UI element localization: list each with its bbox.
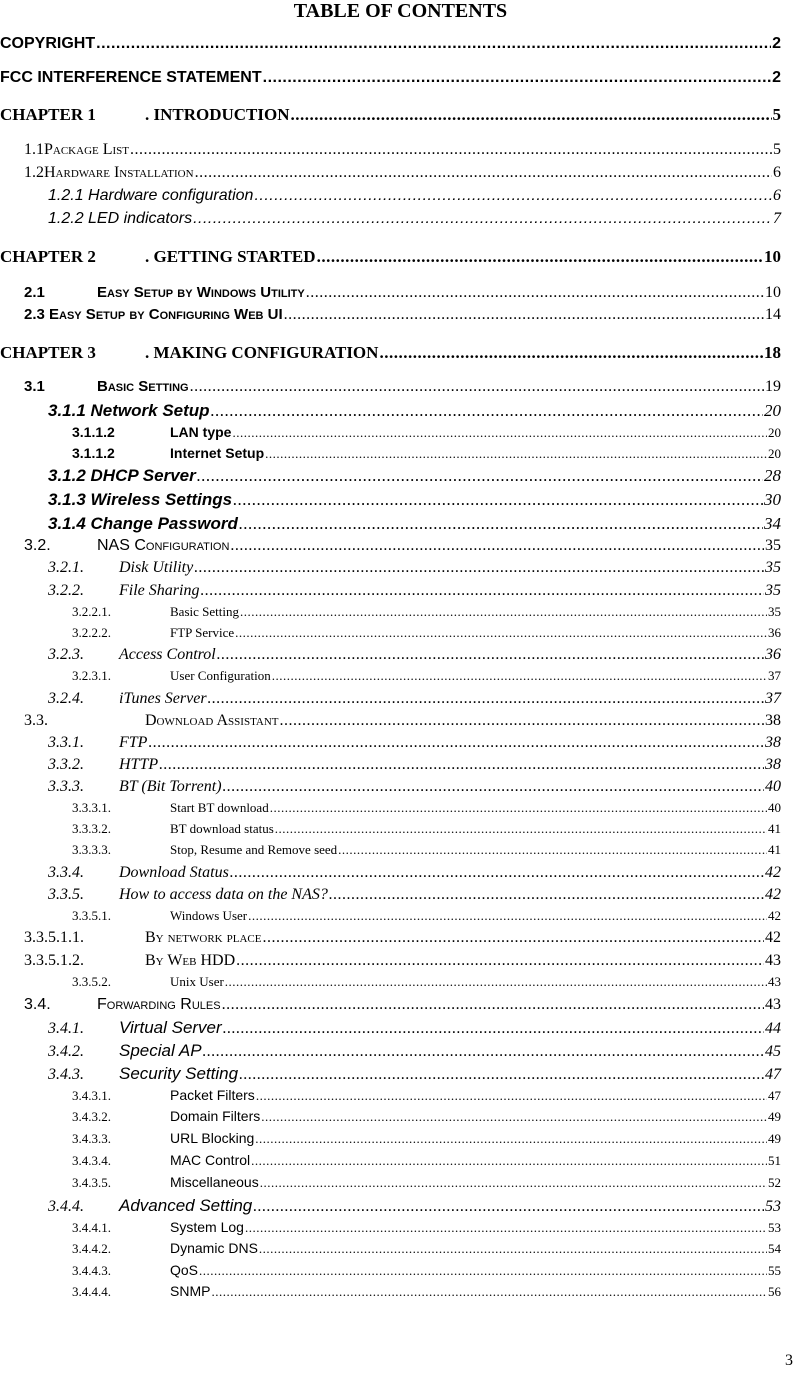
toc-entry-label: 1.2.2 LED indicators (48, 210, 193, 227)
toc-entry[interactable] (0, 864, 781, 882)
toc-entry-page: 49 (768, 1131, 781, 1146)
dot-leader (203, 1043, 764, 1061)
toc-entry[interactable] (0, 1041, 781, 1061)
dot-leader (280, 712, 764, 730)
toc-entry[interactable] (0, 734, 781, 752)
dot-leader (211, 1284, 767, 1300)
toc-entry-page: 40 (765, 778, 781, 795)
toc-entry-number: 2.1 (24, 284, 45, 301)
dot-leader (248, 908, 767, 924)
toc-entry-number: 3.4.2. (48, 1043, 84, 1060)
toc-entry[interactable] (0, 210, 781, 228)
toc-entry-page: 56 (768, 1284, 781, 1299)
toc-entry-label: Special AP (119, 1041, 202, 1060)
toc-entry[interactable] (0, 1219, 781, 1236)
toc-entry-page: 42 (768, 908, 781, 923)
dot-leader (239, 514, 763, 534)
toc-entry-number: 3.4.4.4. (72, 1284, 111, 1299)
toc-entry-page: 14 (765, 306, 781, 323)
toc-entry-page: 51 (768, 1153, 781, 1168)
toc-entry[interactable] (0, 668, 781, 684)
dot-leader (193, 210, 772, 228)
page-number: 3 (785, 1352, 793, 1369)
toc-entry-page: 2 (772, 35, 781, 52)
dot-leader (291, 105, 772, 125)
toc-entry-label: Windows User (170, 908, 248, 923)
toc-entry-page: 36 (765, 646, 781, 663)
toc-entry-label: 1.2.1 Hardware configuration (48, 187, 254, 204)
toc-entry[interactable] (0, 187, 781, 205)
toc-entry-number: 3.3.3. (48, 778, 84, 795)
toc-entry-page: 20 (764, 401, 781, 420)
dot-leader (96, 35, 771, 53)
toc-entry-label: URL Blocking (170, 1130, 255, 1146)
toc-entry-label: Packet Filters (170, 1087, 255, 1103)
toc-entry-label: FTP Service (170, 625, 235, 640)
dot-leader (199, 1263, 767, 1279)
toc-entry-page: 41 (768, 821, 781, 836)
dot-leader (211, 401, 763, 421)
toc-entry[interactable] (0, 1262, 781, 1279)
toc-entry-number: 3.3.3.2. (72, 821, 111, 836)
toc-entry-label: BT download status (170, 821, 274, 836)
toc-entry-label: Download Assistant (145, 712, 279, 729)
toc-entry-label: System Log (170, 1219, 244, 1235)
toc-entry-label: Virtual Server (119, 1018, 222, 1037)
toc-entry-number: CHAPTER 2 (0, 247, 96, 266)
toc-entry[interactable] (0, 1283, 781, 1300)
toc-entry-page: 10 (764, 247, 781, 266)
toc-entry[interactable] (0, 466, 781, 486)
toc-entry-page: 43 (765, 996, 781, 1013)
toc-entry[interactable] (0, 886, 781, 904)
toc-entry[interactable] (0, 559, 781, 577)
toc-entry-page: 53 (768, 1220, 781, 1235)
dot-leader (239, 1066, 764, 1084)
dot-leader (270, 800, 767, 816)
toc-entry-number: 3.4.4. (48, 1198, 84, 1215)
dot-leader (200, 582, 764, 600)
toc-entry-page: 40 (768, 800, 781, 815)
toc-entry-page: 45 (765, 1043, 781, 1060)
toc-entry-number: 3.1.1.2 (72, 445, 115, 461)
dot-leader (230, 537, 764, 555)
toc-entry-label: Basic Setting (170, 604, 239, 619)
toc-entry-label: 3.1.2 DHCP Server (48, 466, 196, 485)
dot-leader (263, 69, 771, 87)
dot-leader (329, 886, 764, 904)
toc-entry-label: Start BT download (170, 800, 269, 815)
dot-leader (148, 734, 764, 752)
dot-leader (260, 1175, 767, 1191)
toc-entry-number: 3.3.5.1.1. (24, 929, 84, 946)
dot-leader (223, 778, 764, 796)
toc-entry-page: 30 (764, 490, 781, 509)
toc-entry-label: Domain Filters (170, 1108, 261, 1124)
toc-entry-page: 42 (765, 864, 781, 881)
toc-entry[interactable] (0, 1240, 781, 1257)
dot-leader (275, 821, 767, 837)
dot-leader (284, 306, 764, 324)
toc-entry[interactable] (0, 105, 781, 125)
toc-entry[interactable] (0, 1108, 781, 1125)
toc-entry[interactable] (0, 164, 781, 182)
dot-leader (251, 1153, 767, 1169)
toc-entry-label: iTunes Server (119, 690, 207, 707)
toc-entry-page: 35 (765, 559, 781, 576)
dot-leader (379, 343, 763, 363)
toc-entry-number: 3.2. (24, 537, 51, 554)
dot-leader (253, 1198, 764, 1216)
toc-entry-page: 5 (772, 105, 781, 124)
toc-entry-label: . GETTING STARTED (145, 247, 316, 266)
toc-entry-number: 3.3.5. (48, 886, 84, 903)
toc-entry-number: 3.4.3.2. (72, 1109, 111, 1124)
toc-entry[interactable] (0, 756, 781, 774)
toc-entry-number: 3.3.2. (48, 756, 84, 773)
dot-leader (223, 1020, 764, 1038)
toc-entry-label: . MAKING CONFIGURATION (145, 343, 379, 362)
dot-leader (225, 974, 767, 990)
dot-leader (232, 425, 767, 441)
dot-leader (256, 1088, 767, 1104)
dot-leader (208, 690, 764, 708)
toc-entry-label: User Configuration (170, 668, 271, 683)
dot-leader (272, 668, 767, 684)
toc-title: TABLE OF CONTENTS (293, 0, 508, 22)
toc-entry-label: Unix User (170, 974, 224, 989)
toc-entry-label: 3.1.1 Network Setup (48, 401, 210, 420)
dot-leader (194, 559, 764, 577)
toc-entry-page: 36 (768, 625, 781, 640)
toc-entry[interactable] (0, 582, 781, 600)
toc-entry-label: LAN type (170, 424, 232, 440)
dot-leader (317, 247, 763, 267)
toc-entry-label: 3.1.4 Change Password (48, 514, 238, 533)
dot-leader (265, 446, 767, 462)
dot-leader (236, 952, 764, 970)
toc-entry-number: 3.3.1. (48, 734, 84, 751)
toc-entry-number: 3.4.4.3. (72, 1263, 111, 1278)
toc-entry[interactable] (0, 141, 781, 159)
toc-entry-label: By Web HDD (145, 952, 236, 969)
toc-entry[interactable] (0, 1152, 781, 1169)
toc-entry-page: 42 (765, 886, 781, 903)
dot-leader (262, 929, 764, 947)
toc-entry[interactable] (0, 690, 781, 708)
toc-entry-label: BT (Bit Torrent) (119, 778, 222, 795)
toc-entry-page: 37 (765, 690, 781, 707)
toc-entry-label: FTP (119, 734, 148, 751)
toc-entry-page: 44 (765, 1020, 781, 1037)
toc-entry-page: 20 (768, 425, 781, 440)
toc-entry-page: 55 (768, 1263, 781, 1278)
toc-entry-label: MAC Control (170, 1152, 251, 1168)
dot-leader (259, 1241, 767, 1257)
dot-leader (230, 864, 764, 882)
toc-entry-label: Access Control (119, 646, 216, 663)
toc-entry[interactable] (0, 490, 781, 510)
toc-entry-label: COPYRIGHT (0, 35, 96, 52)
toc-entry-number: 3.2.3. (48, 646, 84, 663)
toc-entry-number: 3.3. (24, 712, 48, 729)
dot-leader (306, 284, 764, 302)
toc-entry-number: 3.2.2. (48, 582, 84, 599)
toc-entry-page: 18 (764, 343, 781, 362)
toc-entry[interactable] (0, 537, 781, 555)
toc-entry-page: 2 (772, 69, 781, 86)
dot-leader (255, 1131, 767, 1147)
toc-entry-number: 3.3.4. (48, 864, 84, 881)
toc-entry-number: 3.4. (24, 996, 51, 1013)
toc-entry[interactable] (0, 445, 781, 462)
toc-entry-page: 19 (765, 378, 781, 395)
toc-entry-number: 3.1.1.2 (72, 424, 115, 440)
toc-entry-label: Package List (44, 141, 130, 158)
toc-entry-label: Miscellaneous (170, 1174, 259, 1190)
toc-entry[interactable] (0, 284, 781, 302)
toc-entry-label: Stop, Resume and Remove seed (170, 842, 338, 857)
toc-entry[interactable] (0, 778, 781, 796)
toc-entry[interactable] (0, 69, 781, 87)
toc-entry[interactable] (0, 1174, 781, 1191)
dot-leader (235, 625, 767, 641)
toc-entry[interactable] (0, 800, 781, 816)
toc-entry-label: Forwarding Rules (97, 996, 221, 1013)
toc-entry[interactable] (0, 1087, 781, 1104)
toc-entry[interactable] (0, 974, 781, 990)
dot-leader (130, 141, 772, 159)
toc-entry-label: File Sharing (119, 582, 200, 599)
toc-entry-label: By network place (145, 929, 262, 946)
toc-entry[interactable] (0, 514, 781, 534)
toc-entry-number: 3.2.3.1. (72, 668, 111, 683)
toc-entry-label: 2.3 Easy Setup by Configuring Web UI (24, 306, 283, 323)
toc-entry-number: 3.4.4.1. (72, 1220, 111, 1235)
toc-entry[interactable] (0, 952, 781, 970)
toc-entry[interactable] (0, 625, 781, 641)
toc-entry-label: Download Status (119, 864, 229, 881)
toc-entry-page: 41 (768, 842, 781, 857)
dot-leader (195, 164, 772, 182)
toc-entry[interactable] (0, 1018, 781, 1038)
toc-entry-page: 35 (765, 537, 781, 554)
toc-entry-page: 35 (765, 582, 781, 599)
toc-entry-label: Internet Setup (170, 445, 265, 461)
dot-leader (197, 466, 763, 486)
toc-entry-page: 20 (768, 446, 781, 461)
toc-entry-number: 3.3.5.1.2. (24, 952, 84, 969)
toc-entry-page: 7 (773, 210, 781, 227)
toc-entry-label: Advanced Setting (119, 1196, 253, 1215)
toc-entry[interactable] (0, 424, 781, 441)
toc-entry-page: 43 (768, 974, 781, 989)
toc-entry[interactable] (0, 247, 781, 267)
toc-entry-page: 53 (765, 1198, 781, 1215)
toc-entry-page: 34 (764, 514, 781, 533)
dot-leader (222, 996, 764, 1014)
toc-entry-page: 6 (773, 164, 781, 181)
toc-entry[interactable] (0, 908, 781, 924)
toc-entry-page: 38 (765, 712, 781, 729)
toc-entry-label: How to access data on the NAS? (119, 886, 328, 903)
toc-entry-label: Security Setting (119, 1064, 239, 1083)
toc-entry-number: 1.2 (24, 164, 44, 181)
toc-entry-number: 3.3.3.3. (72, 842, 111, 857)
toc-entry-page: 42 (765, 929, 781, 946)
toc-entry-label: NAS Configuration (97, 537, 230, 554)
toc-entry-label: . INTRODUCTION (145, 105, 290, 124)
toc-entry-number: 3.2.2.2. (72, 625, 111, 640)
toc-entry-page: 37 (768, 668, 781, 683)
toc-entry-page: 43 (765, 952, 781, 969)
toc-entry-label: QoS (170, 1262, 199, 1278)
toc-entry-label: HTTP (119, 756, 159, 773)
toc-entry[interactable] (0, 929, 781, 947)
toc-entry[interactable] (0, 1064, 781, 1084)
toc-entry[interactable] (0, 1196, 781, 1216)
toc-entry-number: 1.1 (24, 141, 44, 158)
toc-entry[interactable] (0, 712, 781, 730)
toc-entry-number: 3.4.3.3. (72, 1131, 111, 1146)
toc-entry-label: 3.1.3 Wireless Settings (48, 490, 233, 509)
toc-entry[interactable] (0, 401, 781, 421)
toc-entry-page: 5 (773, 141, 781, 158)
toc-entry-number: 3.1 (24, 378, 45, 395)
toc-entry[interactable] (0, 604, 781, 620)
toc-entry-page: 28 (764, 466, 781, 485)
toc-entry-number: 3.3.5.2. (72, 974, 111, 989)
toc-entry-page: 6 (773, 187, 781, 204)
toc-entry-number: 3.4.3.4. (72, 1153, 111, 1168)
toc-entry-page: 52 (768, 1175, 781, 1190)
dot-leader (217, 646, 764, 664)
dot-leader (245, 1220, 767, 1236)
toc-entry-number: 3.4.4.2. (72, 1241, 111, 1256)
dot-leader (159, 756, 764, 774)
toc-entry[interactable] (0, 306, 781, 324)
toc-entry-number: 3.2.2.1. (72, 604, 111, 619)
dot-leader (254, 187, 772, 205)
toc-entry[interactable] (0, 821, 781, 837)
toc-entry-page: 10 (765, 284, 781, 301)
toc-entry-number: 3.4.3. (48, 1066, 84, 1083)
dot-leader (233, 490, 763, 510)
toc-entry-page: 38 (765, 756, 781, 773)
toc-entry-page: 49 (768, 1109, 781, 1124)
toc-entry[interactable] (0, 343, 781, 363)
toc-entry-page: 38 (765, 734, 781, 751)
toc-entry-number: 3.2.4. (48, 690, 84, 707)
dot-leader (261, 1109, 767, 1125)
toc-entry[interactable] (0, 1130, 781, 1147)
toc-entry-page: 47 (768, 1088, 781, 1103)
toc-entry-page: 54 (768, 1241, 781, 1256)
toc-entry-number: 3.3.3.1. (72, 800, 111, 815)
toc-entry-label: Basic Setting (97, 378, 189, 395)
toc-entry-label: Easy Setup by Windows Utility (97, 284, 305, 301)
toc-entry[interactable] (0, 842, 781, 858)
toc-entry-number: CHAPTER 3 (0, 343, 96, 362)
toc-entry[interactable] (0, 35, 781, 53)
toc-entry-label: SNMP (170, 1283, 211, 1299)
toc-entry-number: 3.2.1. (48, 559, 84, 576)
toc-entry[interactable] (0, 996, 781, 1014)
toc-entry-number: 3.4.3.1. (72, 1088, 111, 1103)
toc-entry-page: 47 (765, 1066, 781, 1083)
dot-leader (190, 378, 764, 396)
dot-leader (338, 842, 767, 858)
toc-entry-number: 3.3.5.1. (72, 908, 111, 923)
toc-entry[interactable] (0, 378, 781, 396)
toc-entry-label: FCC INTERFERENCE STATEMENT (0, 69, 262, 86)
toc-entry-label: Disk Utility (119, 559, 194, 576)
toc-entry-number: 3.4.3.5. (72, 1175, 111, 1190)
toc-entry-label: Dynamic DNS (170, 1240, 258, 1256)
toc-entry-number: CHAPTER 1 (0, 105, 96, 124)
toc-entry[interactable] (0, 646, 781, 664)
toc-entry-number: 3.4.1. (48, 1020, 84, 1037)
toc-entry-label: Hardware Installation (44, 164, 194, 181)
dot-leader (240, 604, 767, 620)
toc-entry-page: 35 (768, 604, 781, 619)
